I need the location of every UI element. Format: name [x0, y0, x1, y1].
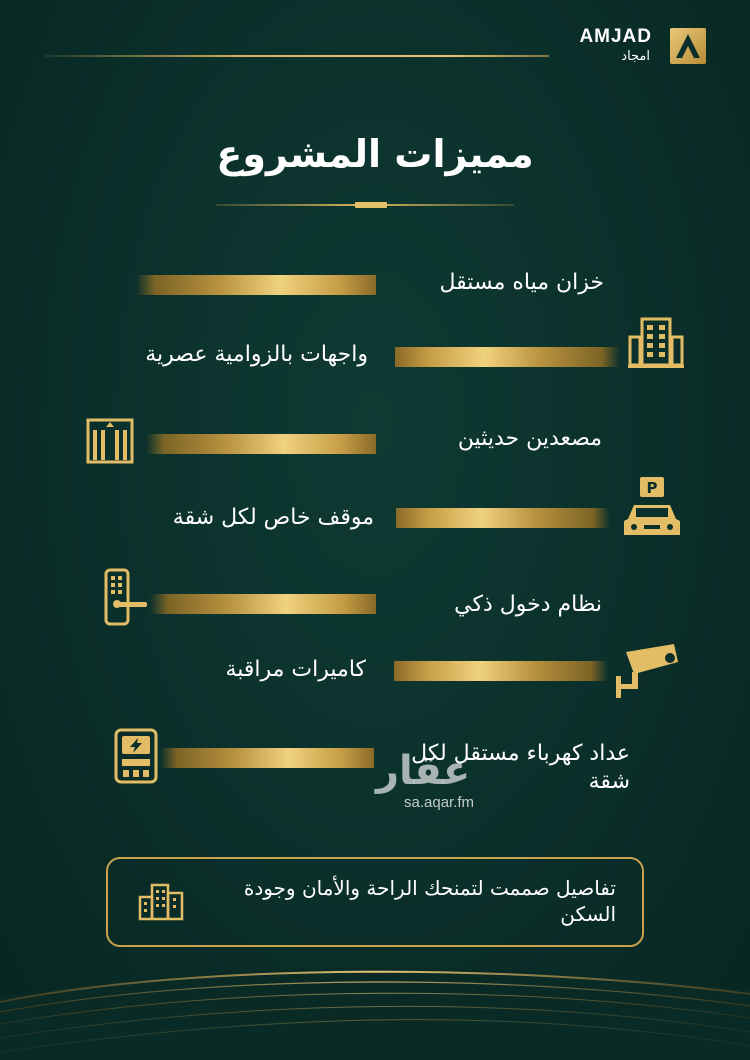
- watermark-url: sa.aqar.fm: [404, 794, 475, 811]
- feature-bar-cameras: [394, 661, 608, 681]
- feature-bar-electric-meter: [160, 748, 374, 768]
- feature-bar-water-tank: [136, 275, 376, 295]
- parking-car-icon: [620, 475, 684, 545]
- feature-surveillance-cameras: كاميرات مراقبة: [225, 657, 366, 682]
- feature-bar-parking: [396, 508, 610, 528]
- header-gold-line: [44, 55, 549, 57]
- page-title: مميزات المشروع: [216, 132, 534, 176]
- feature-facades: واجهات بالزوامية عصرية: [145, 342, 368, 367]
- feature-smart-entry: نظام دخول ذكي: [454, 592, 602, 617]
- feature-bar-facades: [395, 347, 620, 367]
- buildings-icon: [136, 881, 186, 925]
- brand-latin-name: AMJAD: [579, 26, 652, 47]
- feature-water-tank: خزان مياه مستقل: [439, 270, 604, 295]
- smart-lock-icon: [102, 568, 150, 630]
- feature-private-parking: موقف خاص لكل شقة: [172, 505, 374, 530]
- svg-text:P: P: [646, 479, 658, 497]
- summary-box: [106, 857, 644, 947]
- feature-bar-smart-entry: [150, 594, 376, 614]
- feature-bar-elevators: [146, 434, 376, 454]
- elevator-icon: [86, 418, 134, 468]
- feature-elevators: مصعدين حديثين: [457, 426, 602, 451]
- brand-arabic-name: امجاد: [621, 49, 650, 64]
- logo-mark-icon: [670, 28, 706, 64]
- brand-logo: [566, 22, 706, 70]
- title-separator-accent: [355, 202, 387, 208]
- decorative-waves: [0, 950, 750, 1060]
- feature-electric-meter: عداد كهرباء مستقل لكل شقة: [411, 741, 630, 794]
- security-camera-icon: [612, 642, 682, 708]
- building-icon: [628, 315, 684, 373]
- electric-meter-icon: [112, 728, 160, 788]
- watermark-logo: عقار: [376, 748, 471, 794]
- summary-text: تفاصيل صممت لتمنحك الراحة والأمان وجودة السكن: [243, 876, 616, 926]
